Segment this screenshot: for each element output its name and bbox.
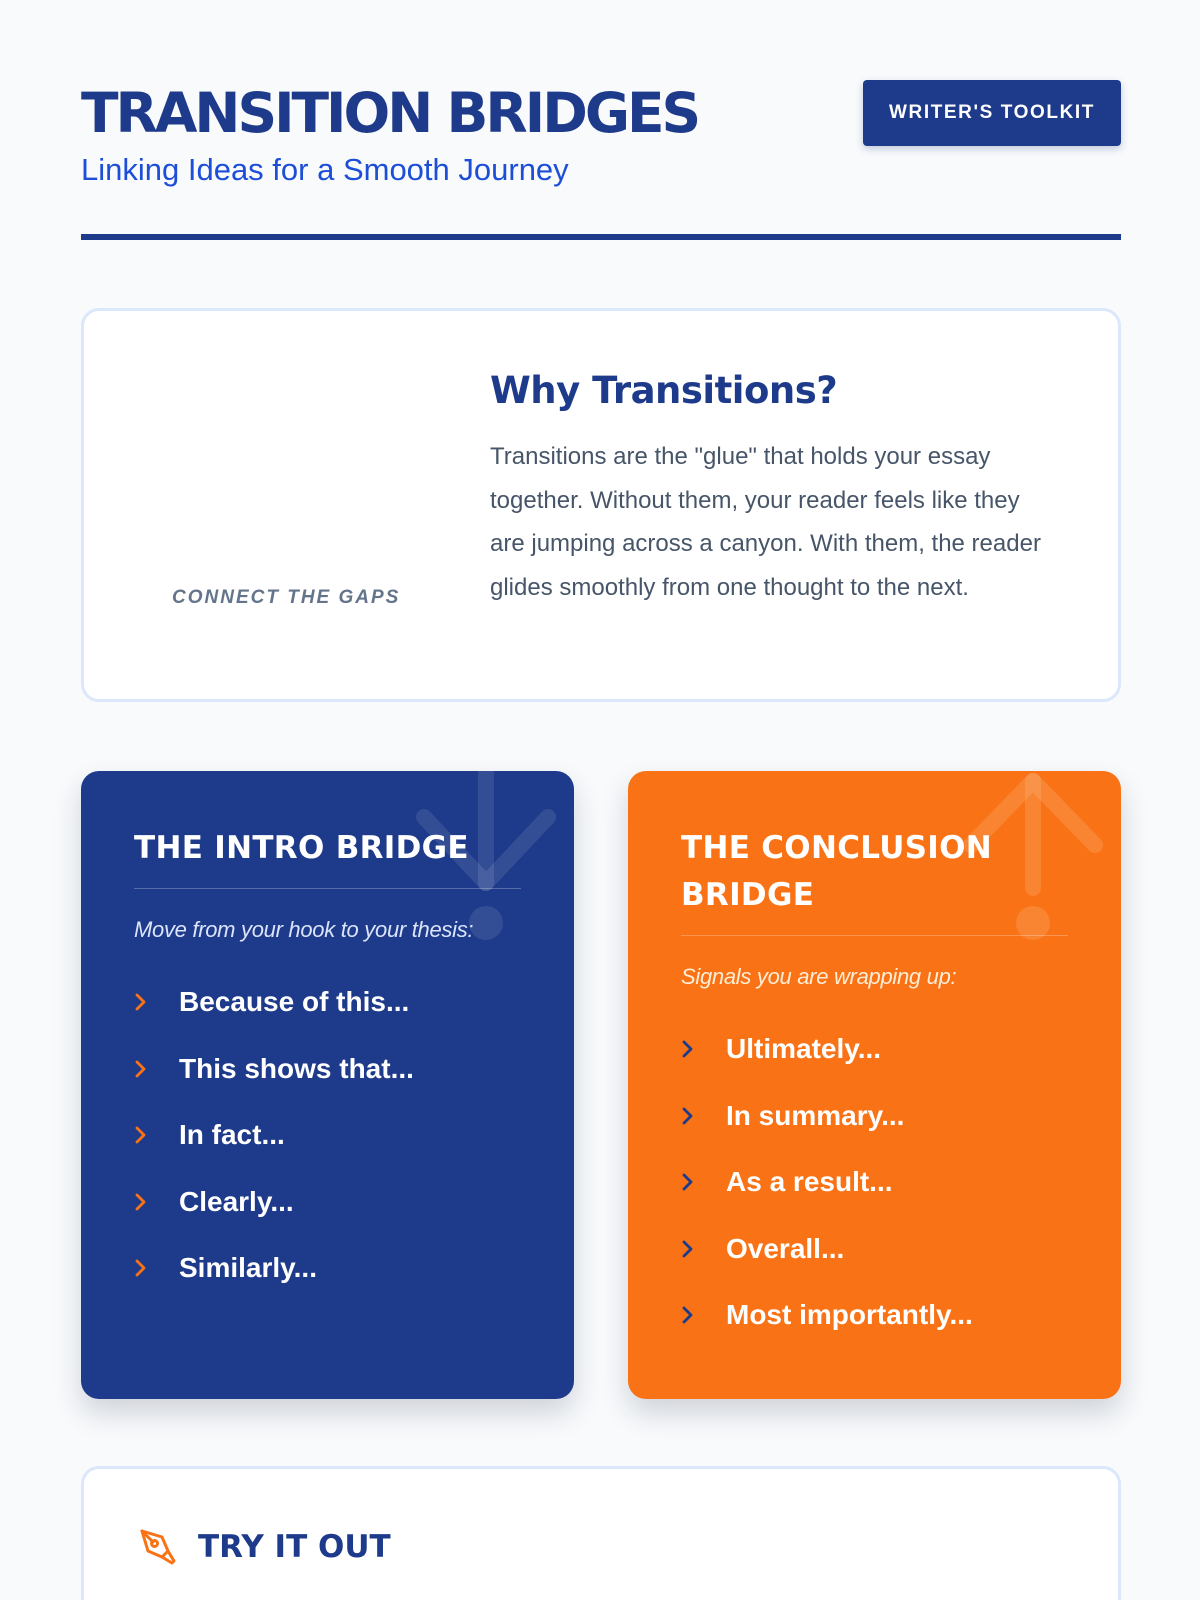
list-item-text: This shows that... [179, 1052, 414, 1084]
connect-gaps-caption: CONNECT THE GAPS [172, 587, 401, 608]
try-it-out-card [81, 1466, 1121, 1600]
chevron-right-icon [134, 1257, 179, 1279]
list-item [681, 1016, 1068, 1083]
list-item-text: In summary... [726, 1099, 905, 1131]
chevron-right-icon [134, 1058, 179, 1080]
list-item-text: Clearly... [179, 1185, 294, 1217]
list-item [134, 969, 521, 1036]
intro-bridge-card [81, 771, 574, 1399]
list-item-text: Because of this... [179, 986, 410, 1018]
chevron-right-icon [681, 1105, 726, 1127]
chevron-right-icon [134, 1124, 179, 1146]
list-item [134, 1235, 521, 1302]
list-item [681, 1282, 1068, 1349]
page-subtitle: Linking Ideas for a Smooth Journey [81, 152, 569, 187]
list-item [681, 1083, 1068, 1150]
page-header [81, 80, 1121, 240]
why-body-text: Transitions are the "glue" that holds your essay together. Without them, your reader feels like they are jumping across a canyon. With them, the reader glides smoothly from one thought to the next. [490, 443, 1041, 601]
conclusion-bridge-description: Signals you are wrapping up: [681, 964, 957, 989]
list-item [681, 1149, 1068, 1216]
chevron-right-icon [134, 1191, 179, 1213]
intro-bridge-list [134, 969, 521, 1302]
chevron-right-icon [681, 1171, 726, 1193]
list-item [134, 1036, 521, 1103]
writers-toolkit-button[interactable]: WRITER'S TOOLKIT [863, 80, 1121, 146]
conclusion-bridge-heading: THE CONCLUSION BRIDGE [681, 825, 1068, 936]
list-item-text: As a result... [726, 1166, 893, 1198]
list-item [134, 1169, 521, 1236]
list-item-text: In fact... [179, 1119, 285, 1151]
conclusion-bridge-list [681, 1016, 1068, 1349]
conclusion-bridge-card [628, 771, 1121, 1399]
intro-bridge-heading: THE INTRO BRIDGE [134, 825, 521, 889]
chevron-right-icon [681, 1038, 726, 1060]
intro-bridge-description: Move from your hook to your thesis: [134, 917, 474, 942]
chevron-right-icon [134, 991, 179, 1013]
why-heading: Why Transitions? [490, 369, 838, 412]
header-divider [81, 234, 1121, 240]
chevron-right-icon [681, 1238, 726, 1260]
why-transitions-card [81, 308, 1121, 702]
list-item-text: Ultimately... [726, 1033, 882, 1065]
list-item [681, 1216, 1068, 1283]
list-item [134, 1102, 521, 1169]
pen-nib-icon [138, 1527, 178, 1567]
page-title: TRANSITION BRIDGES [81, 81, 699, 145]
list-item-text: Similarly... [179, 1252, 317, 1284]
try-it-out-heading: TRY IT OUT [198, 1529, 391, 1565]
list-item-text: Overall... [726, 1232, 845, 1264]
chevron-right-icon [681, 1304, 726, 1326]
list-item-text: Most importantly... [726, 1299, 973, 1331]
